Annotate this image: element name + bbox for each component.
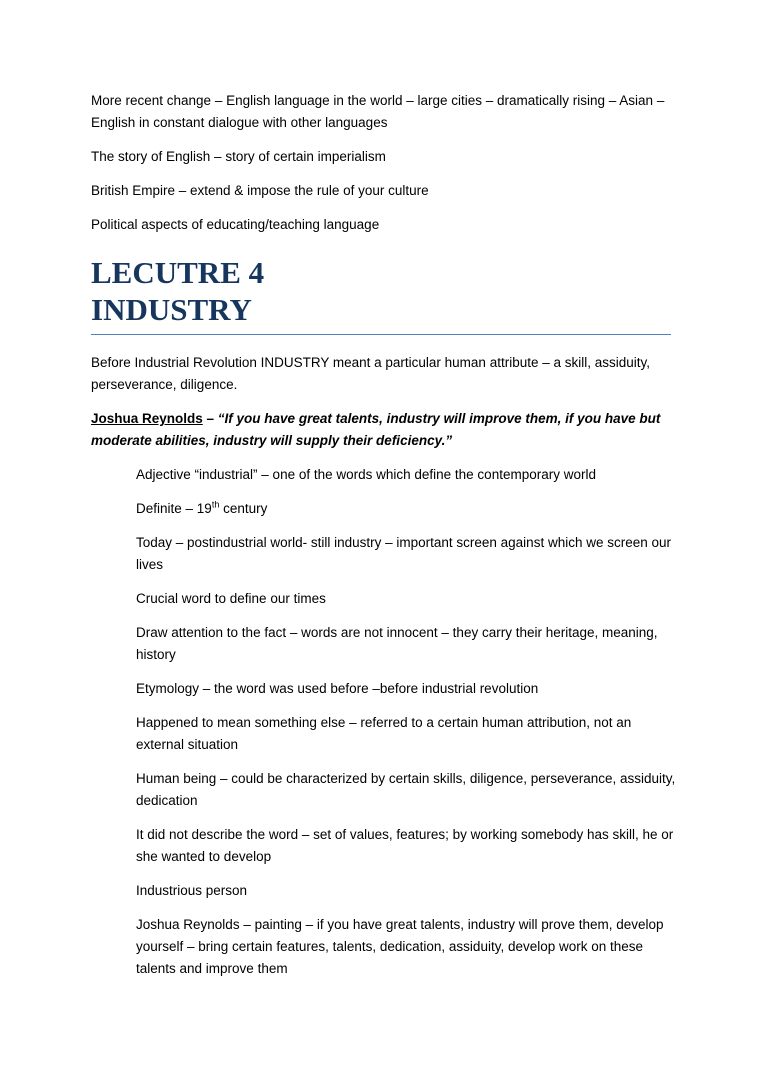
note-text: century (219, 501, 268, 516)
intro-paragraph: The story of English – story of certain imperialism (91, 149, 386, 164)
lecture-heading-line-2: INDUSTRY (91, 292, 252, 327)
note-paragraph: Industrious person (136, 883, 248, 898)
lecture-heading (91, 254, 671, 335)
note-paragraph: Today – postindustrial world- still industry – important screen against which we screen our lives (136, 535, 671, 572)
intro-paragraph: British Empire – extend & impose the rule of your culture (91, 183, 429, 198)
note-paragraph: Joshua Reynolds – painting – if you have great talents, industry will prove them, develop yourself – bring certain features, talents, dedication, assiduity, develop work on these talents and improve them (136, 917, 664, 976)
note-paragraph (91, 498, 681, 520)
definition-paragraph: Before Industrial Revolution INDUSTRY meant a particular human attribute – a skill, assiduity, perseverance, diligence. (91, 355, 651, 392)
note-paragraph: It did not describe the word – set of values, features; by working somebody has skill, he or she wanted to develop (136, 827, 674, 864)
note-text: Definite – 19 (136, 501, 212, 516)
quote-paragraph (91, 408, 681, 452)
note-paragraph: Adjective “industrial” – one of the words which define the contemporary world (136, 467, 596, 482)
intro-paragraph: More recent change – English language in the world – large cities – dramatically rising – Asian – English in constant dialogue with other languages (91, 93, 665, 130)
quote-author: Joshua Reynolds (91, 411, 203, 426)
note-paragraph: Happened to mean something else – referred to a certain human attribution, not an external situation (136, 715, 632, 752)
intro-paragraph: Political aspects of educating/teaching language (91, 217, 380, 232)
lecture-heading-line-1: LECUTRE 4 (91, 255, 265, 290)
note-paragraph: Human being – could be characterized by certain skills, diligence, perseverance, assiduity, dedication (136, 771, 676, 808)
quote-dash: – (202, 411, 218, 426)
document-body (91, 90, 681, 992)
note-paragraph: Draw attention to the fact – words are not innocent – they carry their heritage, meaning, history (136, 625, 658, 662)
note-paragraph: Etymology – the word was used before –before industrial revolution (136, 681, 539, 696)
note-superscript: th (211, 499, 220, 510)
note-paragraph: Crucial word to define our times (136, 591, 326, 606)
quote-text: “If you have great talents, industry will improve them, if you have but moderate abilities, industry will supply their deficiency.” (91, 411, 661, 448)
